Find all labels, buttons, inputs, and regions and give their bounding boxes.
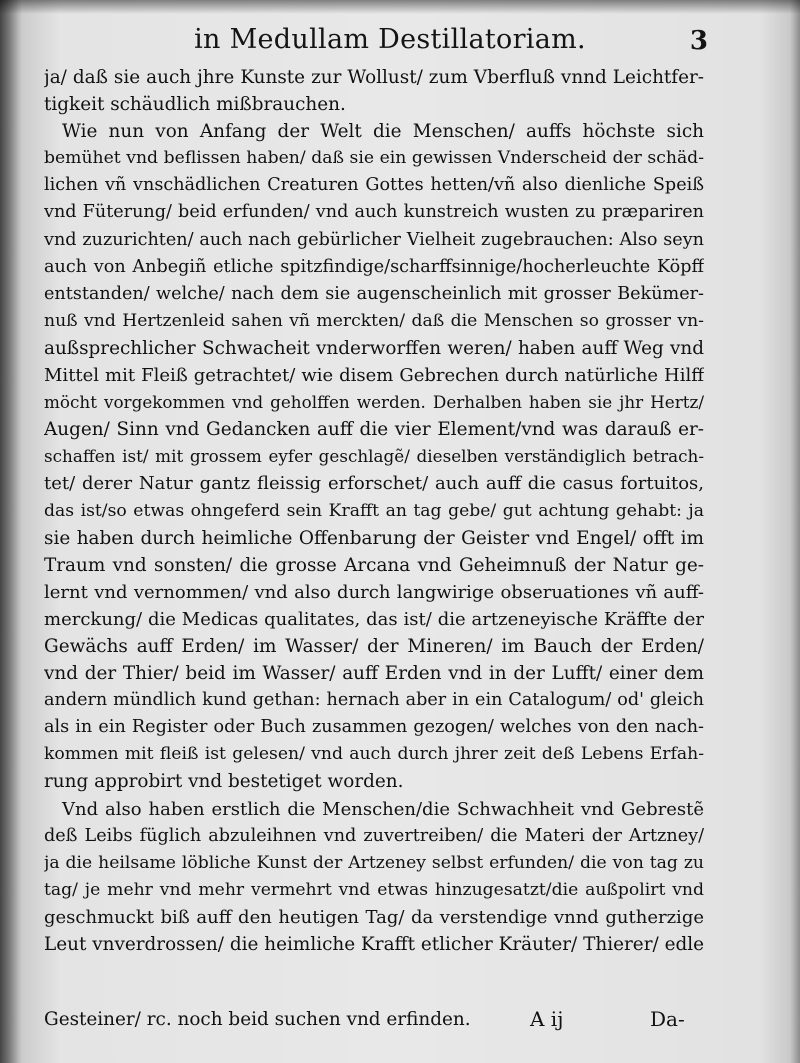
- last-text-line: Gesteiner/ rc. noch beid suchen vnd erfinden.: [44, 1009, 471, 1030]
- running-head: in Medullam Destillatoriam.: [194, 24, 586, 55]
- text-line: tigkeit schäudlich mißbrauchen.: [44, 94, 346, 116]
- text-line: auch von Anbegiñ etliche spitzfindige/scharffsinnige/hocherleuchte Köpff: [44, 256, 704, 277]
- text-line: lernt vnd vernommen/ vnd also durch langwirige obseruationes vñ auff-: [44, 581, 704, 603]
- text-line: geschmuckt biß auff den heutigen Tag/ da verstendige vnnd gutherzige: [44, 906, 704, 928]
- text-line: nuß vnd Hertzenleid sahen vñ merckten/ daß die Menschen so grosser vn-: [44, 310, 704, 331]
- text-line: rung approbirt vnd bestetiget worden.: [44, 771, 404, 793]
- text-line: bemühet vnd beflissen haben/ daß sie ein gewissen Vnderscheid der schäd-: [44, 148, 704, 169]
- page-number: 3: [689, 26, 708, 56]
- signature-mark: A ij: [530, 1007, 564, 1031]
- text-line: deß Leibs füglich abzuleihnen vnd zuvertreiben/ die Materi der Artzney/: [44, 825, 704, 846]
- text-line: als in ein Register oder Buch zusammen gezogen/ welches von den nach-: [44, 717, 704, 738]
- text-line: ja die heilsame löbliche Kunst der Artzeney selbst erfunden/ die von tag zu: [44, 852, 704, 873]
- text-line: Wie nun von Anfang der Welt die Menschen/ auffs höchste sich: [62, 121, 704, 143]
- text-line: tet/ derer Natur gantz fleissig erforschet/ auch auff die casus fortuitos,: [44, 473, 704, 495]
- text-line: möcht vorgekommen vnd geholffen werden. Derhalben haben sie jhr Hertz/: [44, 392, 704, 413]
- text-line: vnd der Thier/ beid im Wasser/ auff Erden vnd in der Lufft/ einer dem: [44, 663, 704, 685]
- binding-shadow: [0, 0, 22, 1063]
- text-line: Gewächs auff Erden/ im Wasser/ der Mineren/ im Bauch der Erden/: [44, 635, 704, 657]
- text-line: Augen/ Sinn vnd Gedancken auff die vier Element/vnd was darauß er-: [44, 419, 704, 441]
- text-line: vnd zuzurichten/ auch nach gebürlicher Vielheit zugebrauchen: Also seyn: [44, 229, 704, 250]
- body-text: [44, 64, 704, 958]
- text-line: ja/ daß sie auch jhre Kunste zur Wollust/ zum Vberfluß vnnd Leichtfer-: [44, 67, 704, 88]
- catchword: Da-: [650, 1007, 685, 1031]
- text-line: tag/ je mehr vnd mehr vermehrt vnd etwas hinzugesatzt/die außpolirt vnd: [44, 879, 704, 900]
- text-line: Mittel mit Fleiß getrachtet/ wie disem Gebrechen durch natürliche Hilff: [44, 365, 704, 387]
- text-line: entstanden/ welche/ nach dem sie augenscheinlich mit grosser Bekümer-: [44, 283, 704, 304]
- top-edge-shadow: [0, 0, 800, 14]
- text-line: Vnd also haben erstlich die Menschen/die Schwachheit vnd Gebrestẽ: [62, 798, 704, 820]
- text-line: kommen mit fleiß ist gelesen/ vnd auch durch jhrer zeit deß Lebens Erfah-: [44, 744, 704, 765]
- text-line: andern mündlich kund gethan: hernach aber in ein Catalogum/ od' gleich: [44, 690, 704, 711]
- text-line: Traum vnd sonsten/ die grosse Arcana vnd Geheimnuß der Natur ge-: [44, 554, 704, 576]
- text-line: lichen vñ vnschädlichen Creaturen Gottes hetten/vñ also dienliche Speiß: [44, 175, 704, 196]
- text-line: vnd Füterung/ beid erfunden/ vnd auch kunstreich wusten zu præpariren: [44, 202, 704, 223]
- text-line: sie haben durch heimliche Offenbarung der Geister vnd Engel/ offt im: [44, 527, 704, 549]
- text-line: Leut vnverdrossen/ die heimliche Krafft etlicher Kräuter/ Thierer/ edle: [44, 934, 704, 955]
- text-line: außsprechlicher Schwacheit vnderworffen weren/ haben auff Weg vnd: [44, 337, 704, 359]
- text-line: schaffen ist/ mit grossem eyfer geschlagẽ/ dieselben verständiglich betrach-: [44, 446, 704, 467]
- text-line: merckung/ die Medicas qualitates, das ist/ die artzeneyische Kräffte der: [44, 608, 704, 630]
- text-line: das ist/so etwas ohngeferd sein Krafft an tag gebe/ gut achtung gehabt: ja: [44, 500, 704, 521]
